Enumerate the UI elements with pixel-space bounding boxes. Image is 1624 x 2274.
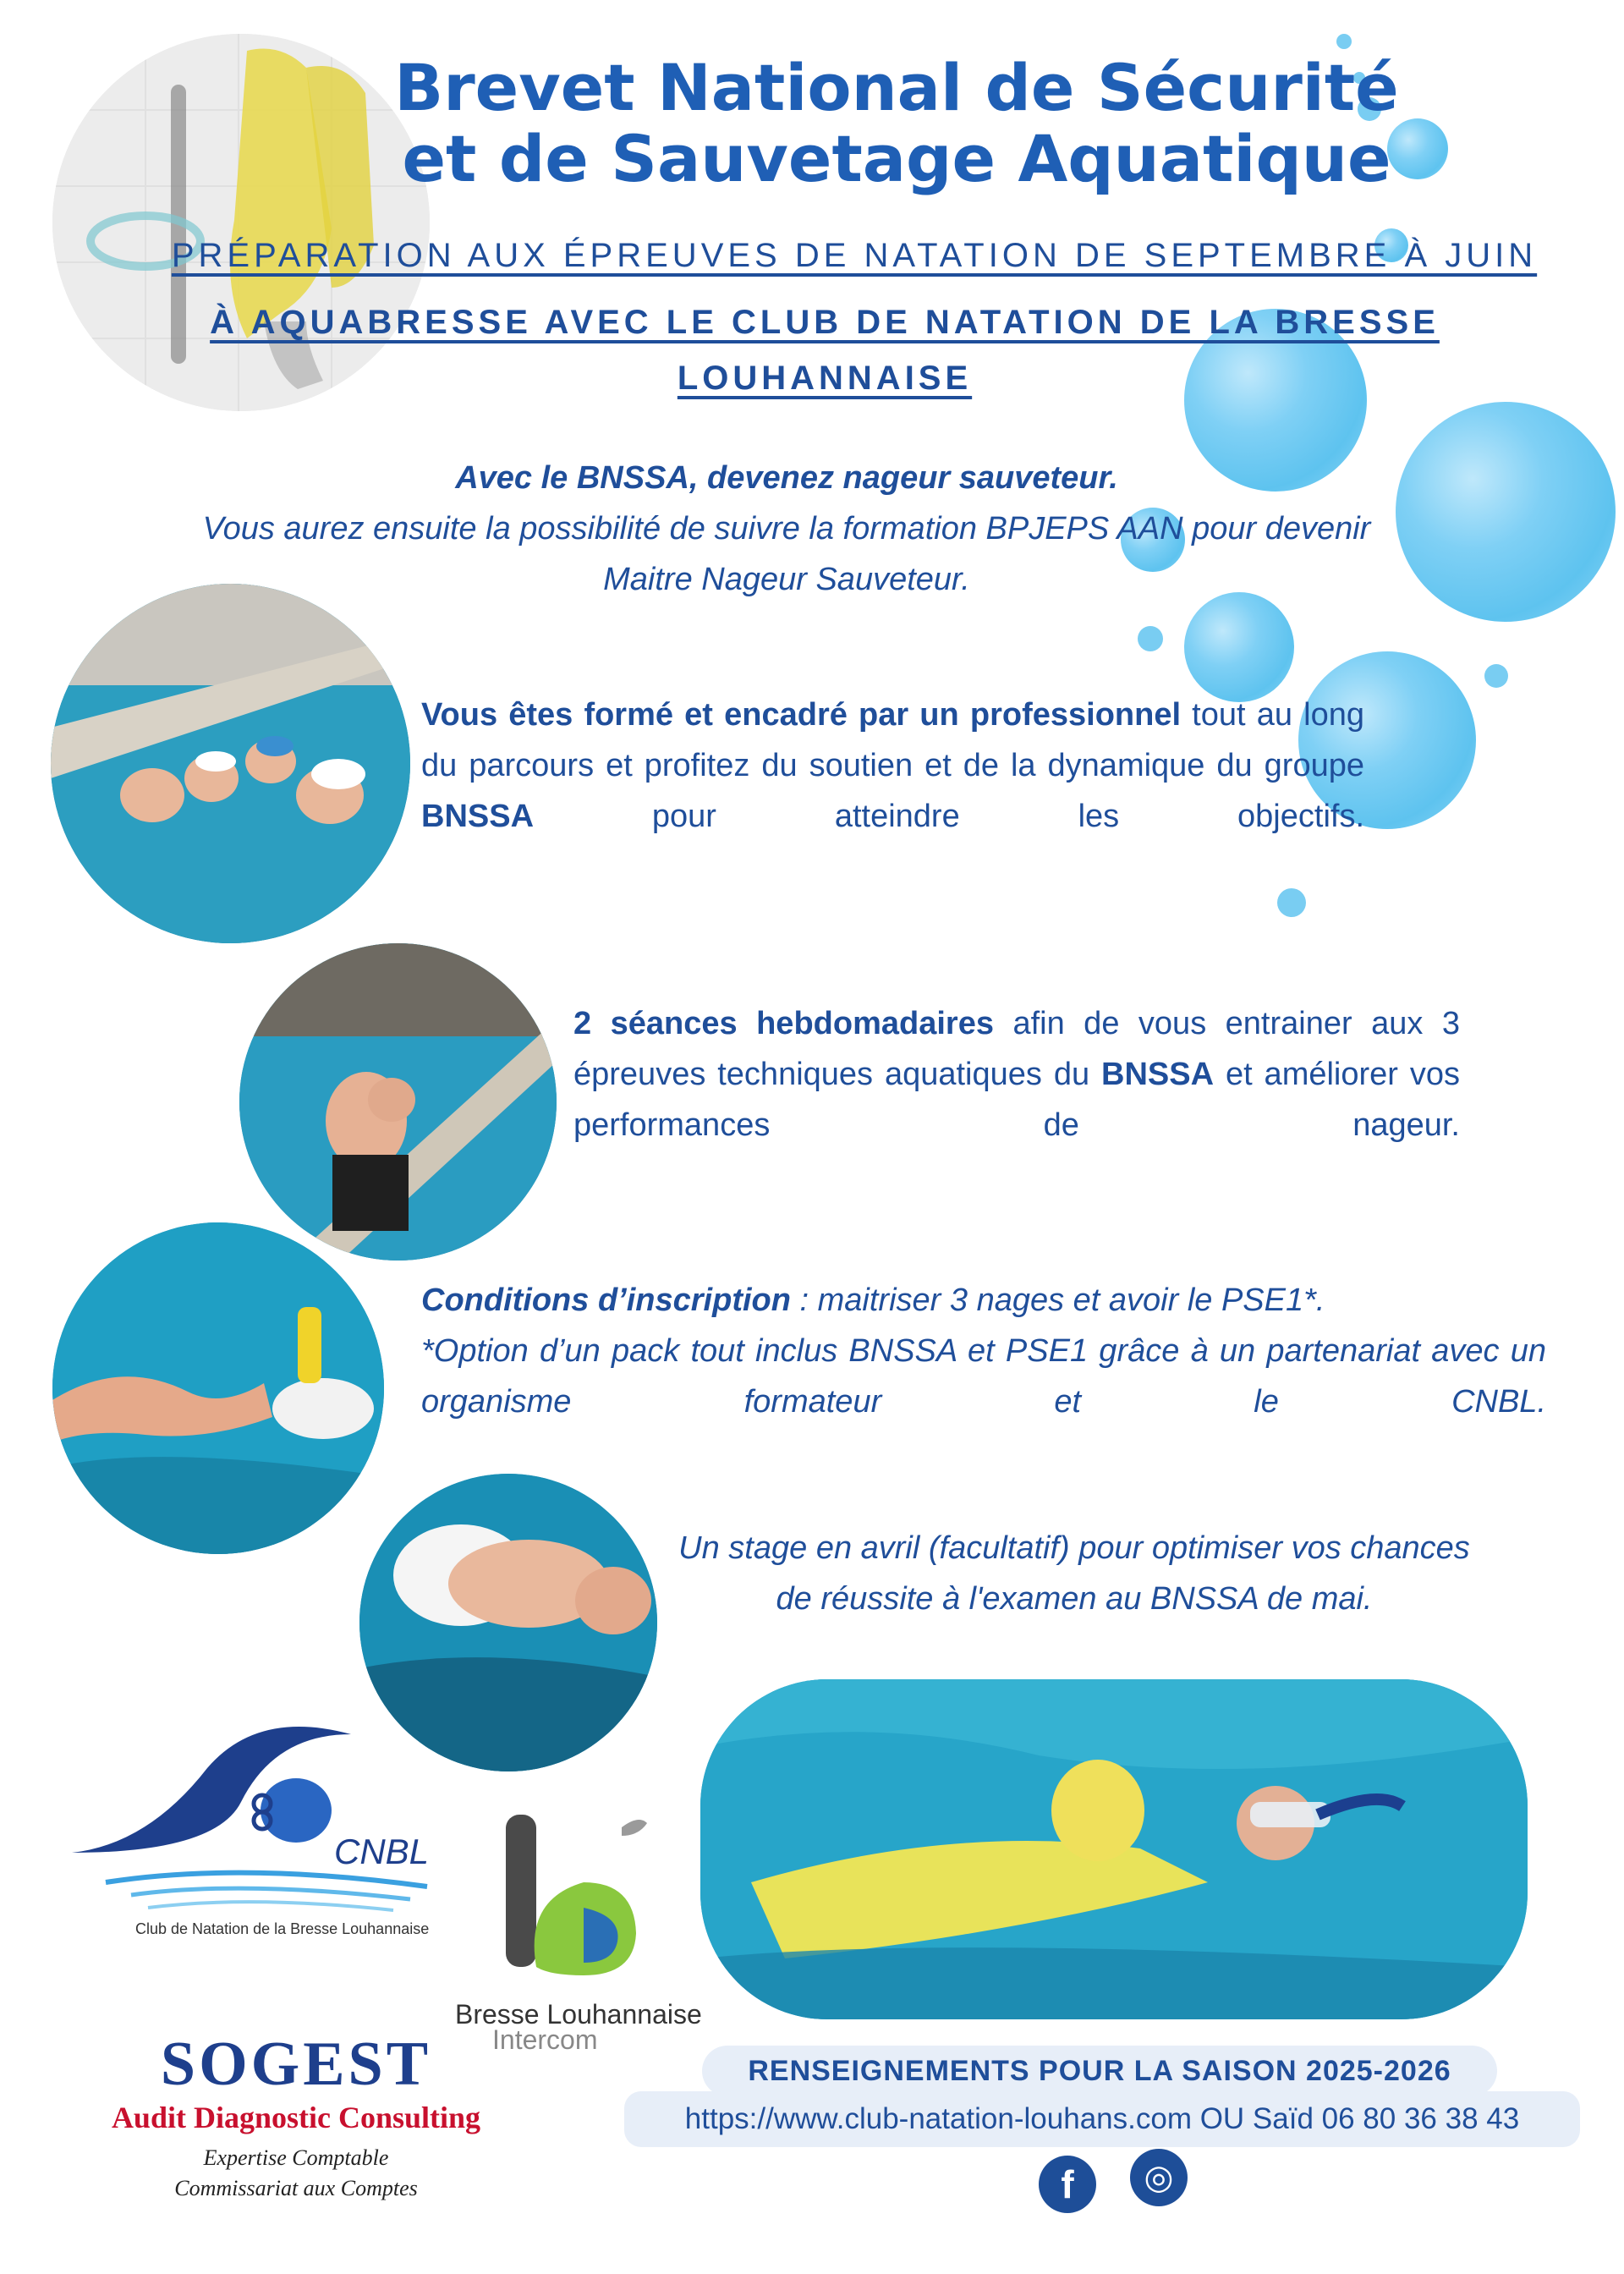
section2-text-part2: et améliorer vos performances de nageur.: [573, 1057, 1460, 1143]
sogest-tagline: Audit Diagnostic Consulting: [111, 2101, 481, 2134]
section1-bold: Vous êtes formé et encadré par un professionnel: [421, 697, 1182, 733]
section3-bold: Conditions d’inscription: [421, 1283, 791, 1318]
section2-bold: 2 séances hebdomadaires: [573, 1006, 994, 1041]
subtitle-club: À AQUABRESSE AVEC LE CLUB DE NATATION DE LA BRESSE LOUHANNAISE: [210, 304, 1440, 397]
page-title: [254, 52, 1539, 195]
photo-freestyle-swimmer: [52, 1222, 384, 1554]
sogest-line1: Expertise Comptable: [203, 2145, 389, 2170]
section2-bold-bnssa: BNSSA: [1101, 1057, 1215, 1092]
bubble-dot: [1484, 664, 1508, 688]
section2-text: [573, 998, 1460, 1151]
bubble-large: [1396, 402, 1616, 622]
cnbl-logo: [72, 1717, 444, 1954]
bubble-dot: [1277, 888, 1306, 917]
bubble-dot: [1336, 34, 1352, 49]
intro-lead: Avec le BNSSA, devenez nageur sauveteur.: [455, 460, 1118, 496]
facebook-icon[interactable]: f: [1039, 2156, 1096, 2213]
intercom-b-mark: [448, 1806, 702, 1992]
section4-text: Un stage en avril (facultatif) pour optimiser vos chances de réussite à l'examen au BNSSA de mai.: [678, 1530, 1470, 1617]
bresse-intercom-logo: [448, 1806, 702, 2055]
sogest-name: SOGEST: [160, 2030, 432, 2099]
section1-text-part2: pour atteindre les objectifs.: [534, 799, 1364, 834]
intercom-line2: Intercom: [492, 2024, 598, 2055]
instagram-icon[interactable]: ◎: [1130, 2149, 1188, 2206]
section3-text-part1: : maitriser 3 nages et avoir le PSE1*.: [790, 1283, 1325, 1318]
intercom-line1: Bresse Louhannaise: [455, 1999, 702, 2030]
cnbl-wave-mark: [72, 1717, 444, 1912]
section1-text-part1: tout au long du parcours et profitez du soutien et de la dynamique du groupe: [421, 697, 1364, 783]
section1-bold-bnssa: BNSSA: [421, 799, 535, 834]
website-phone-link[interactable]: https://www.club-natation-louhans.com OU Saïd 06 80 36 38 43: [624, 2091, 1580, 2147]
bubble-dot: [1138, 626, 1163, 651]
title-line-1: Brevet National de Sécurité: [394, 50, 1399, 125]
intro-body: Vous aurez ensuite la possibilité de suivre la formation BPJEPS AAN pour devenir Maitre Nageur Sauveteur.: [202, 511, 1371, 597]
sogest-line2: Commissariat aux Comptes: [174, 2176, 418, 2200]
section2-text-part1: afin de vous entrainer aux 3 épreuves techniques aquatiques du: [573, 1006, 1460, 1092]
photo-rescue-training: [239, 943, 557, 1261]
title-line-2: et de Sauvetage Aquatique: [402, 121, 1391, 196]
info-title: RENSEIGNEMENTS POUR LA SAISON 2025-2026: [702, 2046, 1497, 2096]
sogest-logo: [76, 2030, 516, 2225]
section1-text: [421, 689, 1364, 842]
subtitle-preparation: PRÉPARATION AUX ÉPREUVES DE NATATION DE SEPTEMBRE À JUIN: [171, 237, 1538, 274]
photo-rescue-mannequin: [700, 1679, 1528, 2019]
photo-group-at-pool-edge: [51, 584, 410, 943]
cnbl-full-name: Club de Natation de la Bresse Louhannaise: [135, 1920, 430, 1937]
cnbl-abbr: CNBL: [334, 1832, 430, 1871]
bubble: [1184, 592, 1294, 702]
section3-option-text: *Option d’un pack tout inclus BNSSA et PSE1 grâce à un partenariat avec un organisme formateur et le CNBL.: [421, 1333, 1546, 1420]
section3-text: [421, 1275, 1546, 1427]
